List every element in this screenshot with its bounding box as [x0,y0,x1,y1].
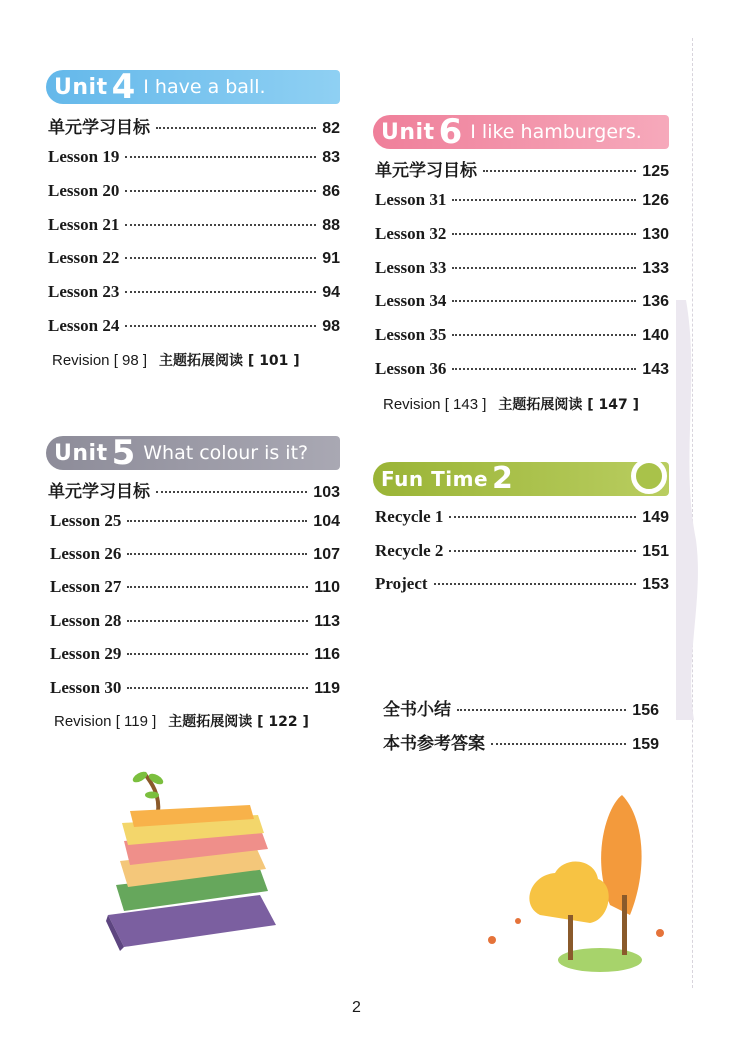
unit-6-number: 6 [438,112,463,152]
entry-page: 110 [314,579,340,596]
entry-page: 143 [642,361,669,378]
autumn-trees-illustration [480,795,680,975]
entry-page: 119 [314,680,340,697]
entry-page: 140 [642,327,669,344]
fun-time-item[interactable] [375,507,669,531]
entry-page: 159 [632,736,659,753]
entry-page: 130 [642,226,669,243]
entry-label: Lesson 30 [50,678,122,697]
revision-link[interactable]: Revision [ 98 ] [52,352,148,369]
leader-dots [156,127,316,129]
leader-dots [452,300,636,302]
book-stack-illustration [100,765,285,955]
fun-time-title: Fun Time [381,467,489,491]
entry-label: Lesson 28 [50,611,122,630]
unit-6-lesson[interactable] [375,190,669,214]
unit-5-revision-line [54,711,309,731]
leader-dots [127,586,308,588]
entry-label: Lesson 19 [48,147,120,166]
unit-5-lesson[interactable] [50,644,340,668]
leader-dots [452,233,636,235]
entry-page: 136 [642,293,669,310]
entry-label: Lesson 27 [50,577,122,596]
entry-page: 103 [313,484,340,501]
entry-page: 156 [632,702,659,719]
unit-6-lesson[interactable] [375,325,669,349]
revision-link[interactable]: Revision [ 119 ] [54,713,157,730]
entry-label: Lesson 26 [50,544,122,563]
entry-label: 本书参考答案 [383,734,485,754]
leader-dots [125,156,316,158]
leader-dots [127,553,307,555]
unit-4-revision-line [52,350,300,370]
unit-6-lesson[interactable] [375,359,669,383]
unit-4-banner [46,67,340,107]
unit-5-number: 5 [111,433,136,473]
unit-5-lesson[interactable] [50,678,340,702]
ring-icon [631,458,667,494]
unit-4-lesson[interactable] [48,147,340,171]
unit-4-objective[interactable] [48,113,340,137]
unit-4-word: Unit [54,74,108,100]
entry-label: Lesson 21 [48,215,120,234]
reading-link[interactable]: 主题拓展阅读 [ 101 ] [159,353,300,369]
unit-5-title: What colour is it? [143,442,309,464]
leader-dots [125,257,316,259]
unit-5-word: Unit [54,440,108,466]
paint-streak-decoration [676,300,706,720]
entry-page: 113 [314,613,340,630]
entry-page: 98 [322,318,340,335]
leader-dots [125,291,316,293]
unit-5-banner [46,433,340,473]
entry-page: 126 [642,192,669,209]
entry-page: 86 [322,183,340,200]
leader-dots [452,267,636,269]
fun-time-number: 2 [492,461,513,496]
entry-label: Lesson 20 [48,181,120,200]
entry-label: Lesson 22 [48,248,120,267]
unit-5-lesson[interactable] [50,511,340,535]
reading-link[interactable]: 主题拓展阅读 [ 147 ] [498,397,640,413]
leader-dots [452,199,636,201]
unit-4-lesson[interactable] [48,316,340,340]
entry-label: Lesson 35 [375,325,447,344]
entry-page: 116 [314,646,340,663]
entry-page: 153 [642,576,669,593]
unit-5-objective[interactable] [48,477,340,501]
leader-dots [125,325,316,327]
entry-page: 104 [313,513,340,530]
entry-label: Lesson 24 [48,316,120,335]
leader-dots [127,653,308,655]
unit-6-banner [373,112,669,152]
entry-page: 107 [313,546,340,563]
leader-dots [125,224,316,226]
entry-label: 全书小结 [383,700,451,720]
unit-5-lesson[interactable] [50,577,340,601]
leader-dots [449,516,636,518]
entry-label: Project [375,574,428,593]
entry-label: 单元学习目标 [48,118,150,138]
entry-label: Lesson 31 [375,190,447,209]
leader-dots [452,368,636,370]
fun-time-banner [373,462,669,496]
entry-label: Recycle 2 [375,541,444,560]
unit-4-number: 4 [111,67,136,107]
entry-label: Lesson 34 [375,291,447,310]
fun-time-item[interactable] [375,574,669,598]
leader-dots [434,583,637,585]
summary-entry[interactable] [383,695,659,719]
entry-page: 125 [642,163,669,180]
entry-label: Lesson 29 [50,644,122,663]
unit-6-lesson[interactable] [375,291,669,315]
leader-dots [491,743,626,745]
entry-page: 91 [322,250,340,267]
entry-page: 82 [322,120,340,137]
unit-6-lesson[interactable] [375,258,669,282]
revision-link[interactable]: Revision [ 143 ] [383,396,487,413]
entry-label: 单元学习目标 [48,482,150,502]
leader-dots [127,687,308,689]
entry-label: 单元学习目标 [375,161,477,181]
entry-page: 149 [642,509,669,526]
leader-dots [452,334,636,336]
entry-label: Lesson 36 [375,359,447,378]
entry-label: Lesson 25 [50,511,122,530]
unit-5-lesson[interactable] [50,544,340,568]
unit-4-lesson[interactable] [48,282,340,306]
unit-6-title: I like hamburgers. [470,121,642,143]
unit-4-title: I have a ball. [143,76,266,98]
entry-page: 83 [322,149,340,166]
fun-time-item[interactable] [375,541,669,565]
entry-label: Lesson 33 [375,258,447,277]
entry-label: Lesson 32 [375,224,447,243]
entry-page: 151 [642,543,669,560]
leader-dots [125,190,316,192]
leader-dots [449,550,636,552]
leader-dots [127,520,307,522]
answer-key-entry[interactable] [383,729,659,753]
unit-6-lesson[interactable] [375,224,669,248]
entry-page: 133 [642,260,669,277]
entry-label: Lesson 23 [48,282,120,301]
unit-4-lesson[interactable] [48,248,340,272]
leader-dots [127,620,308,622]
unit-4-lesson[interactable] [48,181,340,205]
unit-4-lesson[interactable] [48,215,340,239]
entry-page: 88 [322,217,340,234]
entry-label: Recycle 1 [375,507,444,526]
leader-dots [457,709,626,711]
leader-dots [156,491,307,493]
unit-6-revision-line [383,394,639,414]
unit-6-word: Unit [381,119,435,145]
unit-6-objective[interactable] [375,156,669,180]
page-number: 2 [352,999,361,1016]
leader-dots [483,170,636,172]
unit-5-lesson[interactable] [50,611,340,635]
entry-page: 94 [322,284,340,301]
reading-link[interactable]: 主题拓展阅读 [ 122 ] [168,714,309,730]
